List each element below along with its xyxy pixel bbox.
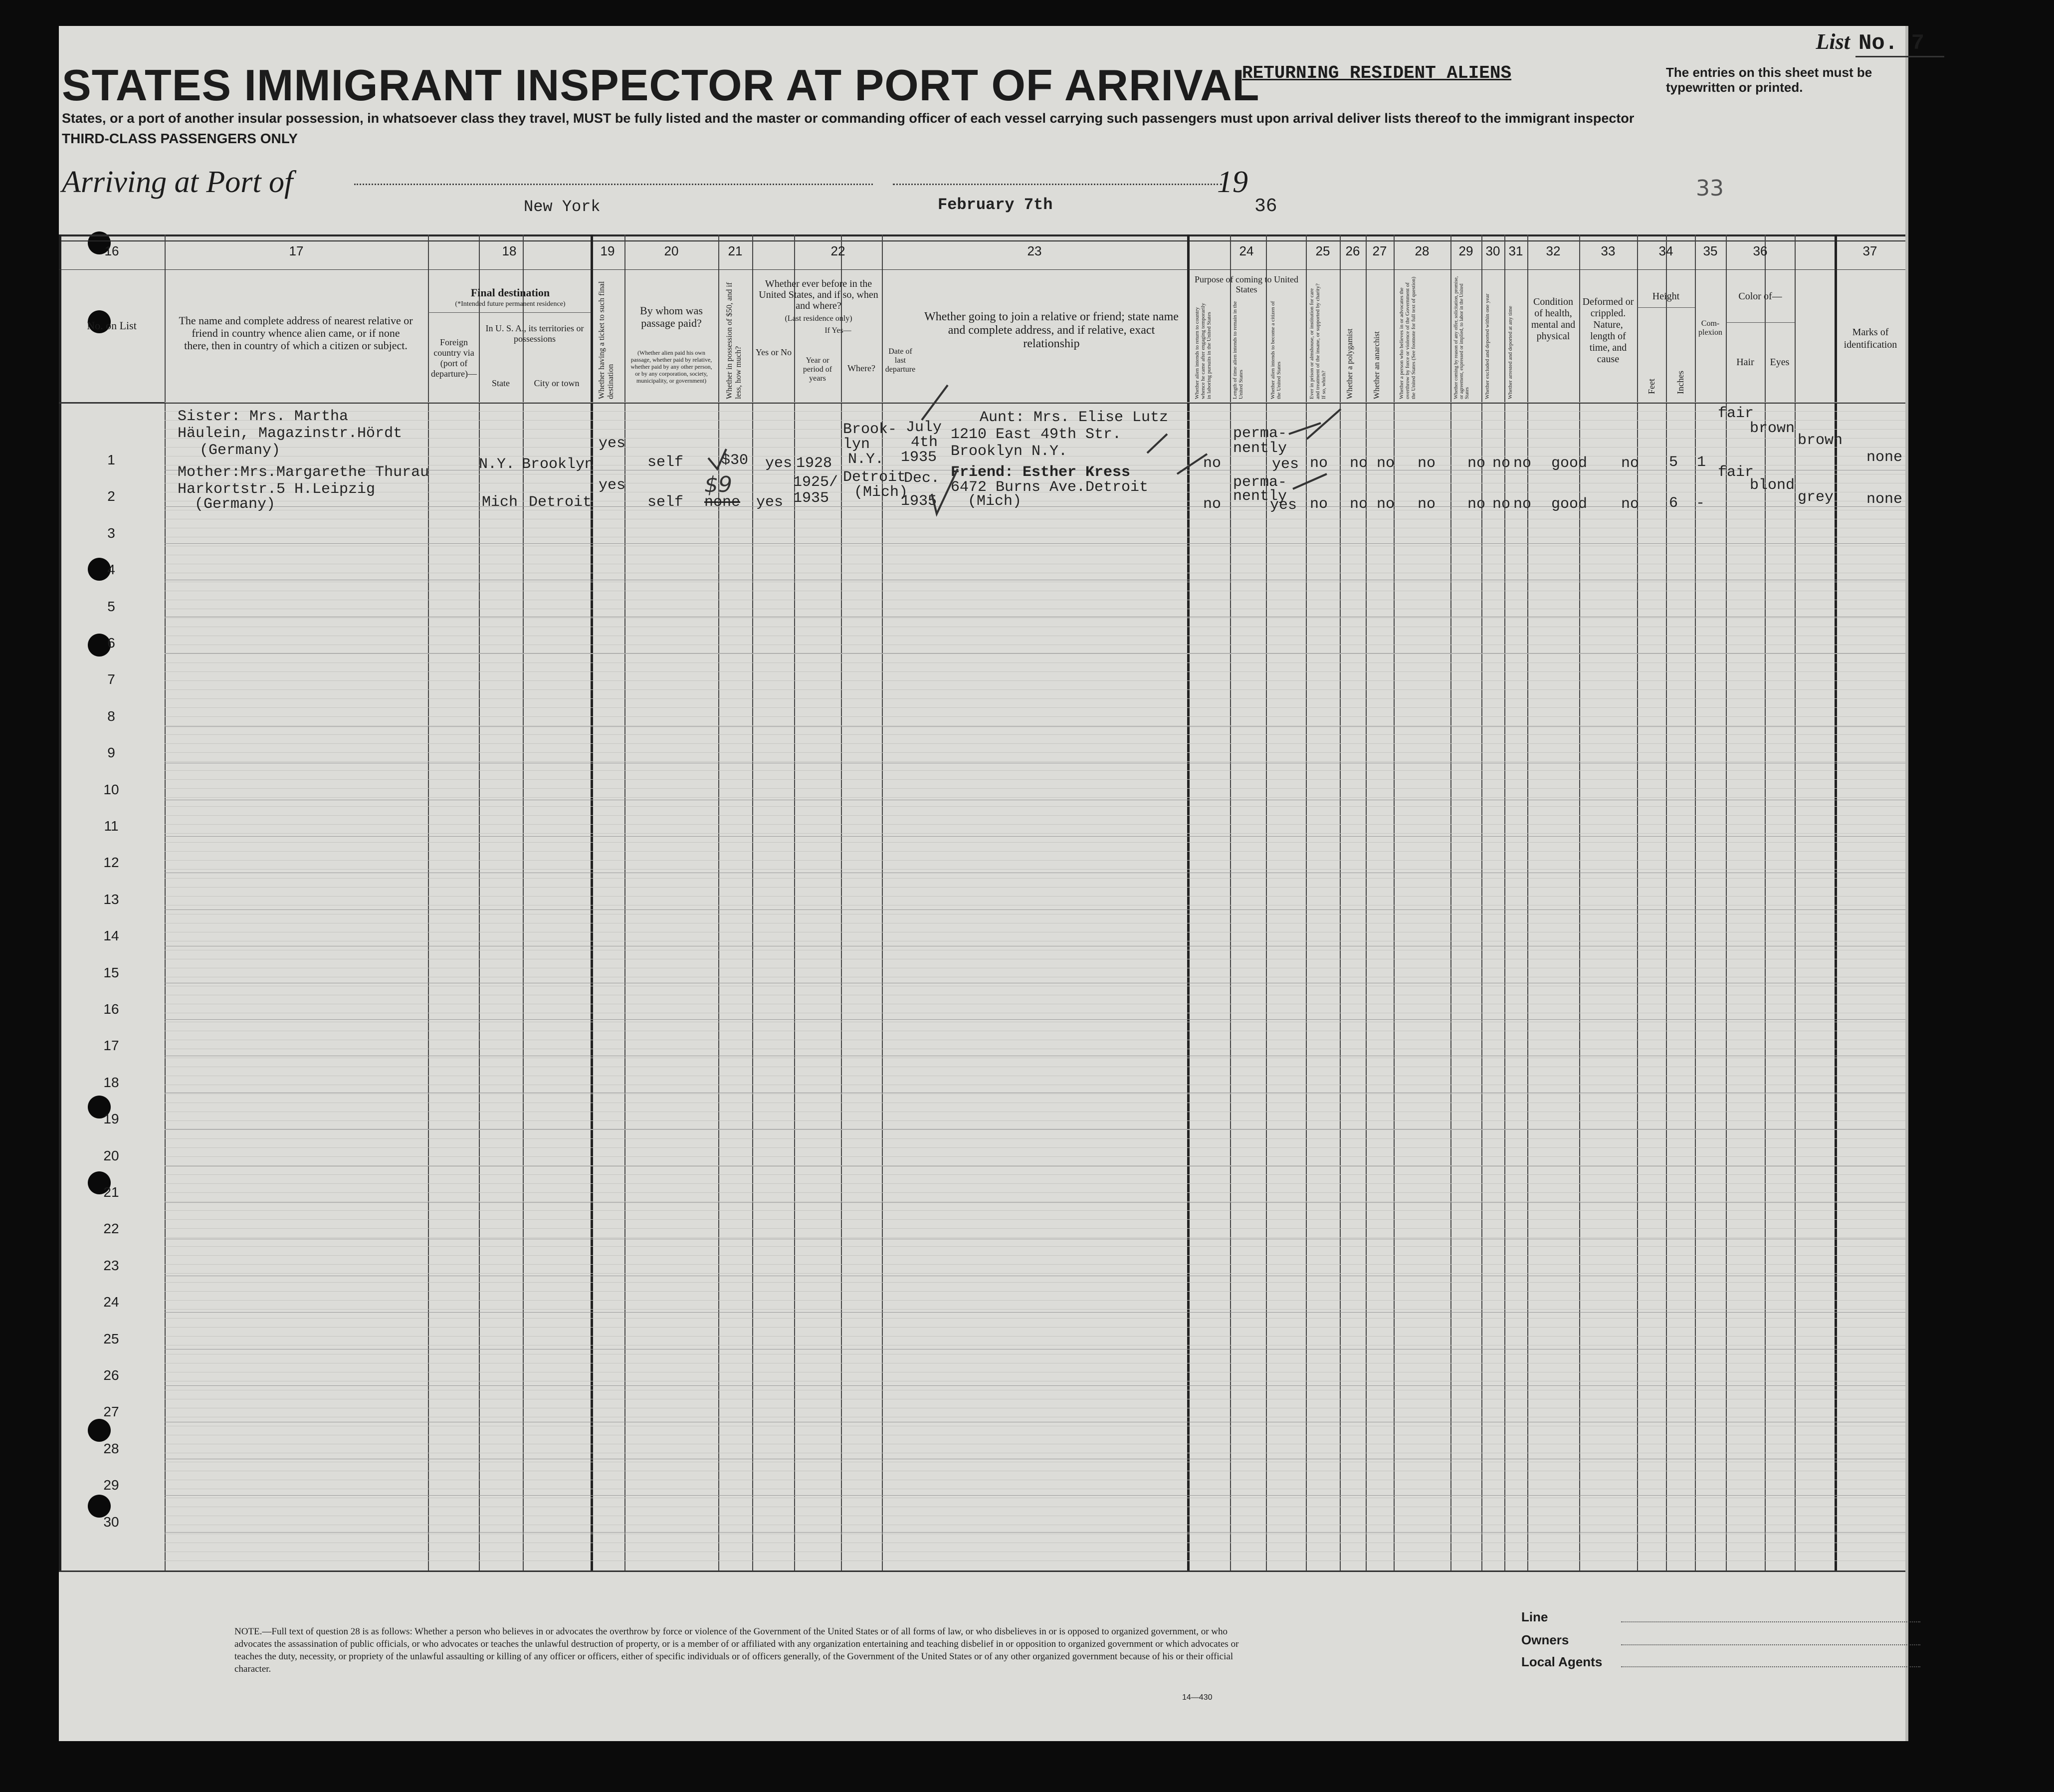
row2-money-handwritten: $9 (704, 472, 732, 497)
ruling-line (165, 1282, 1905, 1283)
row-number: 12 (103, 855, 119, 871)
returning-residents-stamp: RETURNING RESIDENT ALIENS (1242, 63, 1512, 83)
row2-state: Mich (482, 494, 518, 511)
row-number: 14 (103, 928, 119, 944)
row2-q29: no (1467, 496, 1486, 513)
row2-complexion: fair (1718, 464, 1754, 481)
row1-join-2: 1210 East 49th Str. (951, 426, 1122, 443)
row1-return: no (1203, 455, 1222, 472)
row2-q28: no (1418, 496, 1436, 513)
header-before-in-us: Whether ever before in the United States, and if so, when and where? (759, 278, 878, 311)
row2-prison: no (1310, 496, 1328, 513)
row-number: 25 (103, 1331, 119, 1346)
question-28-note: NOTE.—Full text of question 28 is as follows: Whether a person who believes in or advocates the overthrow by force or violence of the Government of the United States or of all forms of law, or who disbelieves in or is opposed to organized government, or who advocates the assassination of public officials, or who advocates or teaches the unlawful destruction of property, or is a member of or affiliated with any organization entertaining and teaching disbelief in or opposition to organized government or which advocates or teaches the duty, necessity, or propriety of the unlawful assaulting or killing of any officer or officers, either of specific individuals or of officers generally, of the Government of the United States or of any other organized government because of his or their official character. (234, 1626, 1239, 1674)
ruling-line (165, 1219, 1905, 1220)
ruling-line (165, 824, 1905, 825)
colnum-19: 19 (600, 243, 615, 258)
row1-q29: no (1467, 455, 1486, 472)
header-relative: The name and complete address of nearest relative or friend in country whence alien came, or if none there, then in country of which a citizen or subject. (179, 314, 413, 352)
colnum-36: 36 (1753, 243, 1768, 258)
ruling-line (165, 725, 1905, 726)
row2-year-2: 1935 (793, 490, 829, 507)
row1-prison: no (1310, 455, 1328, 472)
row1-before: yes (765, 455, 793, 472)
ruling-line (165, 1138, 1905, 1139)
instructions-line: States, or a port of another insular possession, in whatsoever class they travel, MUST be fully listed and the master or commanding officer of each vessel carrying such passengers must upon arrival deliver lists thereof to the immigrant inspector (62, 111, 1635, 126)
header-if-yes: If Yes— (824, 326, 851, 335)
colnum-34: 34 (1658, 243, 1673, 258)
col-border (523, 234, 524, 1571)
row-number: 5 (107, 598, 115, 614)
header-yes-no: Yes or No (755, 347, 792, 357)
header-date-departure: Date of last departure (885, 347, 916, 374)
col-border (165, 234, 166, 1571)
port-field-line (354, 184, 873, 185)
header-return-intent: Whether alien intends to return to country whence he came after engaging temporarily in laboring pursuits in the United States (1194, 303, 1212, 399)
colnum-17: 17 (289, 243, 304, 258)
row-number: 28 (103, 1440, 119, 1456)
row2-feet: 6 (1669, 495, 1678, 512)
ruling-line (165, 833, 1905, 834)
row1-anarchist: no (1377, 455, 1395, 472)
row2-join-1: Friend: Esther Kress (951, 464, 1131, 481)
header-divider (1726, 322, 1795, 323)
col-border (1306, 234, 1307, 1571)
row1-q28: no (1418, 455, 1436, 472)
row2-join-2: 6472 Burns Ave.Detroit (951, 479, 1149, 496)
colnum-24: 24 (1239, 243, 1254, 258)
col-border (1695, 234, 1696, 1571)
passenger-class-line: THIRD-CLASS PASSENGERS ONLY (62, 131, 298, 146)
row-line (165, 543, 1905, 544)
ruling-line (165, 761, 1905, 762)
row1-citizen: yes (1272, 456, 1299, 473)
table-top-border (59, 234, 1905, 241)
header-q28: Whether a person who believes in or advocates the overthrow by force or violence of the Government of the United States (See footnote for full text of question) (1399, 276, 1417, 399)
row-number: 11 (104, 818, 119, 834)
row1-year: 1928 (796, 455, 832, 472)
form-number: 14—430 (1182, 1693, 1213, 1702)
row-number: 16 (103, 1001, 119, 1017)
line-field[interactable] (1621, 1621, 1920, 1622)
row2-where-2: (Mich) (854, 484, 908, 501)
ruling-line (165, 1201, 1905, 1202)
row2-deformed: no (1621, 496, 1640, 513)
header-anarchist: Whether an anarchist (1373, 331, 1381, 399)
row-number: 26 (103, 1367, 119, 1383)
colnum-22: 22 (830, 243, 845, 258)
row1-length-2: nently (1233, 440, 1287, 457)
colnum-28: 28 (1415, 243, 1430, 258)
colnum-18: 18 (502, 243, 517, 258)
ruling-line (165, 770, 1905, 771)
ruling-line (165, 806, 1905, 807)
row-number: 1 (107, 452, 115, 467)
row-number: 17 (103, 1038, 119, 1054)
header-before-in-us-sub: (Last residence only) (785, 314, 852, 323)
col-border (794, 234, 795, 1571)
row1-relative-line2: Häulein, Magazinstr.Hördt (178, 425, 403, 442)
col-border (1450, 234, 1451, 1571)
row2-citizen: yes (1270, 497, 1297, 514)
row1-relative-line1: Sister: Mrs. Martha (178, 408, 349, 425)
ruling-line (165, 402, 1905, 403)
row-line (165, 1202, 1905, 1203)
row2-eyes: grey (1798, 489, 1834, 506)
row-line (165, 836, 1905, 837)
col-border (1504, 234, 1505, 1571)
ruling-line (165, 1129, 1905, 1130)
col-border (1187, 234, 1190, 1571)
row-line (165, 726, 1905, 727)
row2-length-2: nently (1233, 488, 1287, 505)
ruling-line (165, 1246, 1905, 1247)
owners-field[interactable] (1621, 1644, 1920, 1645)
owners-label: Owners (1521, 1632, 1569, 1647)
row-number: 9 (107, 745, 115, 761)
ruling-line (165, 1120, 1905, 1121)
row1-where-1: Brook- (843, 421, 897, 438)
row-line (165, 1312, 1905, 1313)
table-bottom-line (59, 1570, 1905, 1572)
ruling-line (165, 1147, 1905, 1148)
ruling-line (165, 1309, 1905, 1310)
header-ticket: Whether having a ticket to such final destination (598, 281, 615, 399)
row-number: 19 (103, 1111, 119, 1127)
row-number: 20 (103, 1147, 119, 1163)
col-border (1340, 234, 1341, 1571)
ruling-line (165, 851, 1905, 852)
row-number: 21 (103, 1184, 119, 1200)
row2-before: yes (756, 494, 784, 511)
colnum-21: 21 (728, 243, 743, 258)
page-mark: 33 (1696, 176, 1724, 201)
row1-marks: none (1866, 449, 1903, 466)
ruling-line (165, 1210, 1905, 1211)
row-number: 23 (103, 1257, 119, 1273)
ruling-line (165, 860, 1905, 861)
colnum-23: 23 (1027, 243, 1042, 258)
arriving-label: Arriving at Port of (62, 165, 293, 199)
row-number: 15 (103, 964, 119, 980)
ruling-line (165, 878, 1905, 879)
colnum-30: 30 (1485, 243, 1500, 258)
row-number: 4 (107, 562, 115, 578)
col-border (479, 234, 480, 1571)
row-number: 8 (107, 708, 115, 724)
header-length-of-stay: Length of time alien intends to remain in the United States (1232, 301, 1244, 399)
ruling-line (165, 698, 1905, 699)
row-number: 7 (107, 672, 115, 687)
row1-length-1: perma- (1233, 425, 1287, 442)
row2-q31: no (1513, 496, 1532, 513)
ruling-line (165, 1165, 1905, 1166)
row1-eyes: brown (1798, 432, 1843, 449)
row2-join-3: (Mich) (968, 493, 1022, 510)
ruling-line (165, 1183, 1905, 1184)
header-final-destination-sub: (*Intended future permanent residence) (455, 300, 566, 308)
header-purpose: Purpose of coming to United States (1195, 274, 1298, 294)
row2-money: none (704, 494, 741, 511)
colnum-33: 33 (1601, 243, 1616, 258)
col-border (1795, 234, 1796, 1571)
header-height: Height (1652, 291, 1680, 302)
header-feet: Feet (1646, 379, 1656, 394)
row-number: 22 (103, 1221, 119, 1237)
header-divider (1637, 307, 1695, 308)
col-border (59, 234, 61, 1571)
ruling-line (165, 1255, 1905, 1256)
row-number: 13 (103, 891, 119, 907)
row-number: 27 (103, 1404, 119, 1420)
ruling-line (165, 680, 1905, 681)
row2-relative-line2: Harkortstr.5 H.Leipzig (178, 481, 376, 498)
header-inches: Inches (1675, 371, 1685, 394)
colnum-20: 20 (664, 243, 679, 258)
row2-return: no (1203, 496, 1222, 513)
ruling-line (165, 734, 1905, 735)
colnum-29: 29 (1458, 243, 1473, 258)
row-number: 3 (107, 525, 115, 541)
col-border (1726, 234, 1727, 1571)
row2-relative-line3: (Germany) (195, 496, 276, 513)
ruling-line (165, 1264, 1905, 1265)
ruling-line (165, 743, 1905, 744)
row1-money: $30 (721, 452, 749, 469)
row-line (165, 506, 1905, 507)
ruling-line (165, 1327, 1905, 1328)
row1-feet: 5 (1669, 454, 1678, 471)
ruling-line (165, 1300, 1905, 1301)
typewritten-note: The entries on this sheet must be typewritten or printed. (1666, 65, 1872, 95)
header-q30: Whether excluded and deported within one year (1484, 293, 1490, 399)
ruling-line (165, 887, 1905, 888)
col-border (1366, 234, 1367, 1571)
row2-date-2: 1935 (901, 493, 937, 510)
colnum-16: 16 (104, 243, 119, 258)
row-line (165, 1019, 1905, 1020)
row1-city: Brooklyn (522, 456, 594, 473)
header-deformed: Deformed or crippled. Nature, length of time, and cause (1582, 296, 1634, 365)
row2-inches: - (1696, 495, 1705, 512)
row1-state: N.Y. (479, 456, 515, 473)
row-line (165, 909, 1905, 910)
ruling-line (165, 788, 1905, 789)
ruling-line (165, 842, 1905, 843)
list-number-value: No. 7 (1855, 31, 1944, 57)
row1-health: good (1551, 455, 1588, 472)
row-number: 30 (103, 1514, 119, 1530)
row2-anarchist: no (1377, 496, 1395, 513)
header-color: Color of— (1738, 291, 1782, 302)
col-border (428, 234, 429, 1571)
port-value: New York (524, 198, 601, 216)
row2-paid-by: self (647, 494, 684, 511)
col-border (1527, 234, 1528, 1571)
ruling-line (165, 1192, 1905, 1193)
header-marks: Marks of identification (1844, 327, 1897, 350)
row2-hair: blond (1750, 477, 1795, 494)
form-title: STATES IMMIGRANT INSPECTOR AT PORT OF ARRIVAL (62, 60, 1260, 110)
header-passage-paid: By whom was passage paid? (640, 304, 703, 329)
row2-polygamist: no (1350, 496, 1368, 513)
list-label: List (1816, 29, 1850, 54)
colnum-26: 26 (1345, 243, 1360, 258)
header-polygamist: Whether a polygamist (1346, 328, 1354, 399)
header-citizen-intent: Whether alien intends to become a citizen of the United States (1270, 301, 1282, 399)
row2-where-1: Detroit (843, 469, 906, 486)
ruling-line (165, 1237, 1905, 1238)
ruling-line (165, 869, 1905, 870)
col-border (1230, 234, 1231, 1571)
colnum-31: 31 (1508, 243, 1523, 258)
row-number: 24 (103, 1294, 119, 1310)
row1-polygamist: no (1350, 455, 1368, 472)
row2-q30: no (1492, 496, 1511, 513)
colnum-35: 35 (1703, 243, 1718, 258)
header-foreign-country: Foreign country via (port of departure)— (431, 337, 477, 379)
header-usa: In U. S. A., its territories or possessions (485, 323, 584, 344)
row1-ticket: yes (599, 435, 626, 452)
col-border (1394, 234, 1395, 1571)
header-year: Year or period of years (803, 356, 832, 383)
header-passage-paid-sub: (Whether alien paid his own passage, whether paid by relative, whether paid by any other person, or by any corporation, society, municipality, or government) (630, 349, 712, 384)
ruling-line (165, 707, 1905, 708)
date-field-line (893, 184, 1222, 185)
header-divider (428, 312, 591, 313)
row-line (165, 1385, 1905, 1386)
year-prefix: 19 (1217, 165, 1248, 199)
row-line (165, 1495, 1905, 1496)
ruling-line (165, 752, 1905, 753)
header-money: Whether in possession of $50, and if less, how much? (725, 282, 743, 399)
col-border (1481, 234, 1482, 1571)
row1-date-1: July (906, 419, 942, 436)
header-complexion: Com-plexion (1698, 319, 1722, 337)
row1-join-1: Aunt: Mrs. Elise Lutz (980, 409, 1169, 426)
ruling-line (165, 1156, 1905, 1157)
colnum-27: 27 (1372, 243, 1387, 258)
row2-date-1: Dec. (904, 470, 940, 487)
row2-city: Detroit (529, 494, 592, 511)
line-label: Line (1521, 1609, 1548, 1624)
row2-ticket: yes (599, 477, 626, 494)
colnum-divider (59, 269, 1905, 270)
row-number: 10 (103, 781, 119, 797)
colnum-37: 37 (1862, 243, 1877, 258)
ruling-line (165, 797, 1905, 798)
date-value: February 7th (938, 196, 1053, 214)
local-agents-field[interactable] (1621, 1666, 1920, 1667)
row1-where-2: lyn (843, 436, 870, 453)
row2-relative-line1: Mother:Mrs.Margarethe Thurau (178, 464, 429, 481)
ruling-line (165, 1336, 1905, 1337)
header-health: Condition of health, mental and physical (1531, 296, 1576, 342)
row2-year-1: 1925/ (793, 474, 838, 491)
col-border (591, 234, 593, 1571)
row-line (165, 1532, 1905, 1533)
ruling-line (165, 1291, 1905, 1292)
row1-relative-line3: (Germany) (200, 442, 281, 459)
col-border (1637, 234, 1638, 1571)
row1-date-2: 4th (911, 434, 938, 451)
header-q29: Whether coming by reason of any offer, solicitation, promise, or agreement, expressed or implied, to labor in the United States (1453, 276, 1470, 399)
row-number: 6 (107, 635, 115, 651)
col-border (1579, 234, 1580, 1571)
row1-q31: no (1513, 455, 1532, 472)
row1-complexion: fair (1718, 405, 1754, 422)
row1-where-3: N.Y. (848, 451, 884, 468)
row2-marks: none (1866, 491, 1903, 508)
colnum-25: 25 (1315, 243, 1330, 258)
col-border (718, 234, 719, 1571)
list-number (1816, 29, 1944, 56)
row-number: 18 (103, 1074, 119, 1090)
row1-paid-by: self (647, 454, 684, 471)
col-border (752, 234, 753, 1571)
ruling-line (165, 1228, 1905, 1229)
col-border (841, 234, 842, 1571)
colnum-32: 32 (1546, 243, 1561, 258)
row2-length-1: perma- (1233, 474, 1287, 491)
header-eyes: Eyes (1770, 357, 1790, 368)
header-city: City or town (534, 378, 580, 388)
header-hair: Hair (1736, 357, 1754, 368)
ruling-line (165, 1273, 1905, 1274)
row-number: 2 (107, 488, 115, 504)
col-border (1666, 234, 1667, 1571)
header-final-destination: Final destination (470, 286, 550, 299)
row-number: 29 (103, 1477, 119, 1493)
row1-join-3: Brooklyn N.Y. (951, 443, 1068, 460)
header-q31: Whether arrested and deported at any time (1507, 306, 1513, 399)
header-join-relative: Whether going to join a relative or friend; state name and complete address, and if relative, exact relationship (924, 310, 1179, 350)
ruling-line (165, 689, 1905, 690)
row1-deformed: no (1621, 455, 1640, 472)
row2-health: good (1551, 496, 1588, 513)
ruling-line (165, 815, 1905, 816)
row1-inches: 1 (1697, 454, 1706, 471)
ruling-line (165, 716, 1905, 717)
year-suffix: 36 (1254, 196, 1277, 217)
header-state: State (492, 378, 510, 388)
header-prison: Ever in prison or almshouse, or institution for care and treatment of the insane, or supported by charity? If so, which? (1309, 283, 1327, 399)
ruling-line (165, 1174, 1905, 1175)
row1-q30: no (1492, 455, 1511, 472)
row1-hair: brown (1750, 420, 1795, 437)
row1-date-3: 1935 (901, 449, 937, 466)
header-list-no: No. on List (87, 319, 137, 332)
ruling-line (165, 779, 1905, 780)
header-where: Where? (847, 363, 875, 373)
local-agents-label: Local Agents (1521, 1654, 1603, 1669)
ruling-line (165, 1318, 1905, 1319)
